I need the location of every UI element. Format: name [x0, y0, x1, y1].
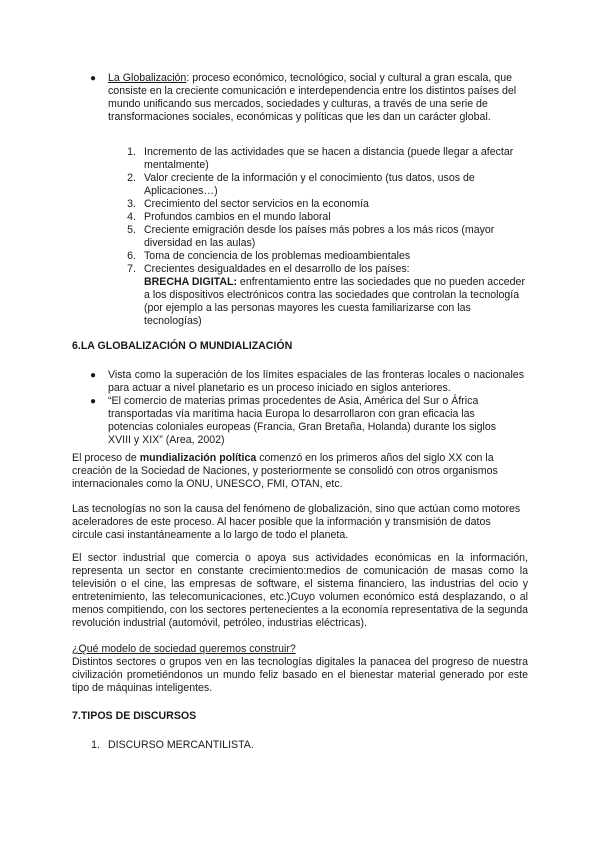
paragraph-sectores: Distintos sectores o grupos ven en las tecnologías digitales la panacea del progreso de nuestra civilización prometiéndonos un mundo feliz basado en el bienestar material generado por este tipo de máquinas inteligentes.: [72, 656, 528, 694]
bullet-dot: ●: [90, 396, 97, 407]
list-number: 1.: [91, 739, 100, 751]
list-item: Toma de conciencia de los problemas medioambientales: [144, 250, 411, 262]
brecha-digital-label: BRECHA DIGITAL:: [144, 276, 237, 288]
list-item: Profundos cambios en el mundo laboral: [144, 211, 331, 223]
list-number: 4.: [127, 211, 136, 223]
bullet-dot: ●: [90, 73, 97, 84]
list-number: 7.: [127, 263, 136, 275]
bullet-text: “El comercio de materias primas procedentes de Asia, América del Sur o África transportadas vía marítima hacia Europa lo desarrollaron con gran eficacia las potencias coloniales europeas (Francia, Gran Bretaña, Holanda) durante los siglos XVIII y XIX” (Area, 2002): [108, 395, 497, 446]
brecha-digital-text: BRECHA DIGITAL: enfrentamiento entre las sociedades que no pueden acceder a los dispositivos electrónicos contra las sociedades que controlan la tecnología (por ejemplo a las personas mayores les cuesta familiarizarse con las tecnologías): [144, 276, 525, 327]
list-number: 2.: [127, 172, 136, 184]
mundializacion-politica: mundialización política: [139, 452, 257, 464]
globalizacion-term: La Globalización: [108, 72, 187, 84]
section-7-title: 7.TIPOS DE DISCURSOS: [72, 710, 197, 722]
paragraph-mundializacion: El proceso de mundialización política comenzó en los primeros años del siglo XX con la creación de la Sociedad de Naciones, y posteriormente se consolidó con otros organismos internacionales como la ONU, UNESCO, FMI, OTAN, etc.: [72, 452, 498, 490]
list-number: 5.: [127, 224, 136, 236]
list-number: 1.: [127, 146, 136, 158]
paragraph-tecnologias: Las tecnologías no son la causa del fenómeno de globalización, sino que actúan como motores aceleradores de este proceso. Al hacer posible que la información y transmisión de datos circule casi instantáneamente a lo largo de todo el planeta.: [72, 503, 521, 541]
bullet-text: Vista como la superación de los límites espaciales de las fronteras locales o nacionales para actuar a nivel planetario es un proceso iniciado en siglos anteriores.: [108, 369, 524, 394]
list-item: Crecimiento del sector servicios en la economía: [144, 198, 369, 210]
globalizacion-definition: La Globalización: proceso económico, tecnológico, social y cultural a gran escala, que consiste en la creciente comunicación e interdependencia entre los distintos países del mundo unificando sus mercados, sociedades y culturas, a través de una serie de transformaciones sociales, económicas y políticas que les dan un carácter global.: [108, 72, 517, 123]
list-item: Incremento de las actividades que se hacen a distancia (puede llegar a afectar mentalmente): [144, 146, 514, 171]
list-item: Valor creciente de la información y el conocimiento (tus datos, usos de Aplicaciones…): [144, 172, 475, 197]
list-number: 3.: [127, 198, 136, 210]
list-item: Creciente emigración desde los países más pobres a los más ricos (mayor diversidad en las aulas): [144, 224, 495, 249]
bullet-dot: ●: [90, 370, 97, 381]
paragraph-sector-industrial: El sector industrial que comercia o apoya sus actividades económicas en la información, representa un sector en constante crecimiento:medios de comunicación de masas como la televisión o el cine, las empresas de software, el sistema financiero, las industrias del ocio y entretenimiento, las telecomunicaciones, etc.)Cuyo volumen económico está desplazando, o al menos compitiendo, con los sectores pertenecientes a la economía representativa de la segunda revolución industrial (automóvil, petróleo, industrias eléctricas).: [72, 552, 528, 629]
question-heading: ¿Qué modelo de sociedad queremos construir?: [72, 643, 296, 655]
list-item: DISCURSO MERCANTILISTA.: [108, 739, 254, 751]
list-number: 6.: [127, 250, 136, 262]
section-6-title: 6.LA GLOBALIZACIÓN O MUNDIALIZACIÓN: [72, 340, 293, 352]
list-item: Crecientes desigualdades en el desarrollo de los países:: [144, 263, 410, 275]
